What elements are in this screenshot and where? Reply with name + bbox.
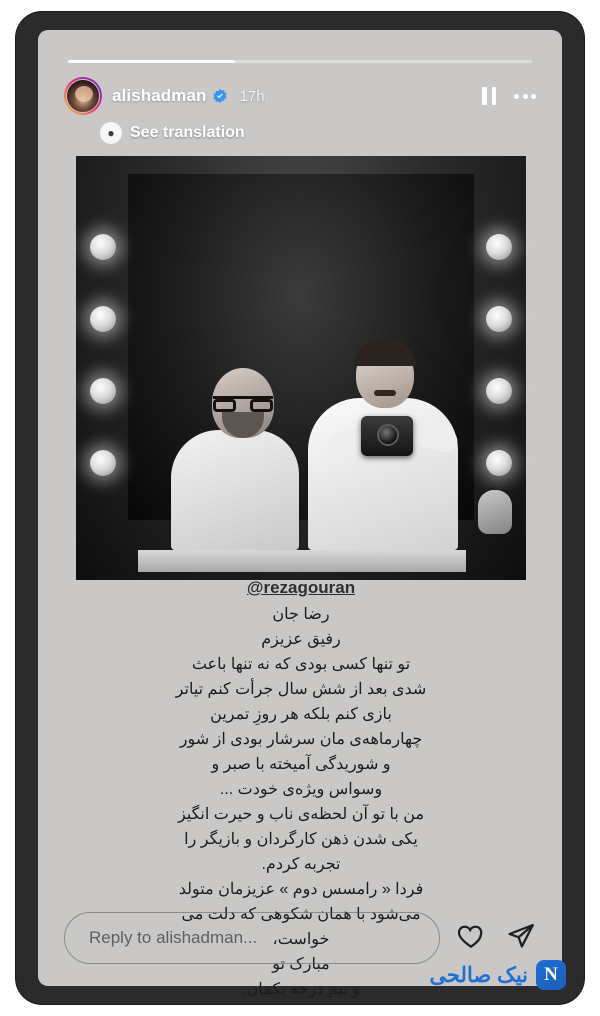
watermark-badge-icon: N <box>536 960 566 990</box>
username-label[interactable]: alishadman <box>112 86 207 105</box>
instagram-story-viewer[interactable] <box>38 30 562 998</box>
mirror-bulb-icon <box>486 306 512 332</box>
mirror-bulb-icon <box>90 234 116 260</box>
mirror-bulb-icon <box>486 234 512 260</box>
story-progress-track <box>68 60 532 63</box>
header-actions <box>482 87 536 105</box>
story-header <box>64 76 536 116</box>
pause-icon[interactable] <box>482 87 496 105</box>
mention-link[interactable]: @rezagouran <box>246 578 356 597</box>
caption-line: وسواس ویژه‌ی خودت ... <box>219 781 383 798</box>
caption-line: یکی شدن ذهن کارگردان و بازیگر را <box>184 831 418 848</box>
story-progress-fill <box>68 60 235 63</box>
reply-input[interactable] <box>87 927 417 949</box>
mirror-bulb-icon <box>90 378 116 404</box>
caption-line: و تیم درجه یکمان. <box>242 981 360 998</box>
camera-icon <box>361 416 413 456</box>
glasses-icon <box>213 396 273 412</box>
avatar[interactable] <box>66 79 100 113</box>
watermark-text: نیک صالحی <box>429 963 528 987</box>
caption-line: شدی بعد از شش سال جرأت کنم تیاتر <box>175 681 427 698</box>
person-left-body <box>171 430 299 550</box>
caption-line: و شوریدگی آمیخته با صبر و <box>211 756 391 773</box>
caption-line: تجربه کردم. <box>261 856 341 873</box>
mirror-bulb-icon <box>486 378 512 404</box>
story-photo <box>76 156 526 580</box>
more-options-icon[interactable] <box>514 93 536 99</box>
caption-line: رضا جان <box>272 606 330 623</box>
mirror-bulb-icon <box>486 450 512 476</box>
story-timestamp: 17h <box>239 87 265 105</box>
caption-line: رفیق عزیزم <box>261 631 341 648</box>
phone-frame <box>16 12 584 1004</box>
mirror-counter <box>138 550 466 572</box>
person-right-moustache <box>374 390 396 396</box>
caption-line: چهارماهه‌ی مان سرشار بودی از شور <box>179 731 423 748</box>
see-translation-button[interactable] <box>100 122 245 144</box>
send-icon[interactable] <box>506 921 536 956</box>
story-actions <box>456 921 536 956</box>
caption-line: مبارک تو <box>272 956 330 973</box>
caption-line: فردا « رامسس دوم » عزیزمان متولد <box>178 881 424 898</box>
caption-line: خواست، <box>272 931 330 948</box>
caption-line: من با تو آن لحظه‌ی ناب و حیرت انگیز <box>177 806 425 823</box>
mirror-bulb-icon <box>90 306 116 332</box>
foreground-hand <box>478 490 512 534</box>
watermark <box>430 960 567 990</box>
caption-line: تو تنها کسی بودی که نه تنها باعث <box>191 656 411 673</box>
caption-line: می‌شود با همان شکوهی که دلت می <box>181 906 421 923</box>
translate-icon: ● <box>100 122 122 144</box>
heart-icon[interactable] <box>456 921 486 956</box>
verified-badge-icon <box>212 88 228 104</box>
avatar-ring[interactable] <box>64 77 102 115</box>
see-translation-label: See translation <box>130 124 245 141</box>
mirror-bulb-icon <box>90 450 116 476</box>
caption-line: بازی کنم بلکه هر روزِ تمرین <box>210 706 392 723</box>
reply-box[interactable] <box>64 912 440 964</box>
